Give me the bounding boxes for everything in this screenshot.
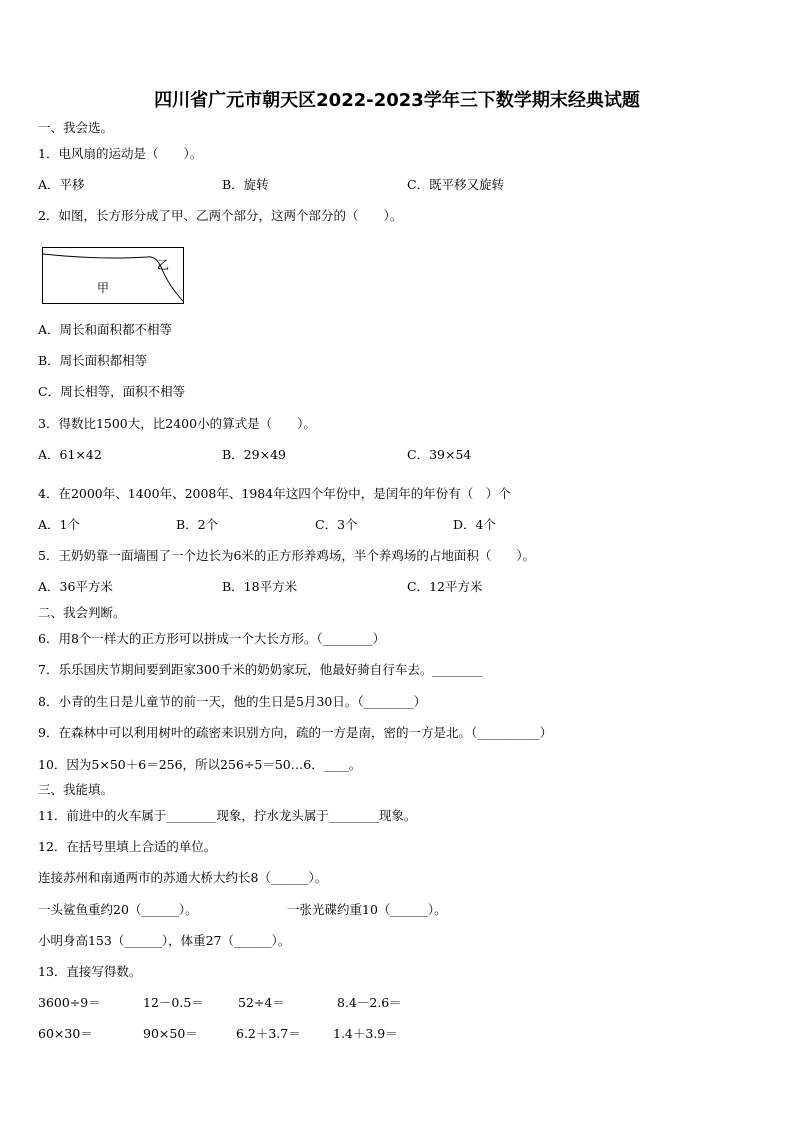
- section-heading-fill: 三、我能填。: [38, 782, 114, 797]
- q7-text: 7．乐乐国庆节期间要到距家300千米的奶奶家玩，他最好骑自行车去。________: [38, 662, 483, 677]
- q12-line-2b: 一张光碟约重10（______）。: [287, 902, 447, 917]
- q13-item: 8.4－2.6＝: [337, 995, 402, 1010]
- q4-stem: 4．在2000年、1400年、2008年、1984年这四个年份中，是闰年的年份有（ ）个: [38, 486, 511, 501]
- q13-item: 52÷4＝: [238, 995, 285, 1010]
- q13-item: 60×30＝: [38, 1026, 93, 1041]
- q3-option-a: A．61×42: [38, 447, 102, 462]
- q1-option-c: C．既平移又旋转: [407, 177, 505, 192]
- q12-line-1: 连接苏州和南通两市的苏通大桥大约长8（______）。: [38, 870, 328, 885]
- q4-option-b: B．2个: [176, 517, 219, 532]
- q13-item: 90×50＝: [143, 1026, 198, 1041]
- q12-line-3: 小明身高153（______），体重27（______）。: [38, 933, 291, 948]
- page-title: 四川省广元市朝天区2022-2023学年三下数学期末经典试题: [154, 90, 640, 111]
- figure-label-yi: 乙: [157, 258, 170, 272]
- section-heading-judge: 二、我会判断。: [38, 605, 126, 620]
- q5-option-b: B．18平方米: [222, 579, 298, 594]
- q4-option-c: C．3个: [315, 517, 358, 532]
- q12-line-2a: 一头鲨鱼重约20（______）。: [38, 902, 198, 917]
- q13-item: 3600÷9＝: [38, 995, 101, 1010]
- q4-option-a: A．1个: [38, 517, 80, 532]
- q11-text: 11．前进中的火车属于________现象，拧水龙头属于________现象。: [38, 808, 417, 823]
- rectangle-figure: [42, 247, 184, 304]
- section-heading-choice: 一、我会选。: [38, 120, 114, 135]
- q4-option-d: D．4个: [453, 517, 496, 532]
- q3-stem: 3．得数比1500大，比2400小的算式是（ ）。: [38, 416, 316, 431]
- q1-option-b: B．旋转: [222, 177, 269, 192]
- q12-stem: 12．在括号里填上合适的单位。: [38, 839, 217, 854]
- q2-option-a: A．周长和面积都不相等: [38, 322, 173, 337]
- q6-text: 6．用8个一样大的正方形可以拼成一个大长方形。（________）: [38, 631, 386, 646]
- q13-stem: 13．直接写得数。: [38, 964, 142, 979]
- q1-option-a: A．平移: [38, 177, 85, 192]
- q13-item: 12－0.5＝: [143, 995, 204, 1010]
- q5-option-a: A．36平方米: [38, 579, 113, 594]
- q3-option-b: B．29×49: [222, 447, 286, 462]
- q5-option-c: C．12平方米: [407, 579, 483, 594]
- q13-item: 6.2＋3.7＝: [236, 1026, 301, 1041]
- q10-text: 10．因为5×50＋6＝256，所以256÷5＝50…6．____。: [38, 757, 362, 772]
- q2-option-c: C．周长相等，面积不相等: [38, 384, 186, 399]
- q2-stem: 2．如图，长方形分成了甲、乙两个部分，这两个部分的（ ）。: [38, 208, 403, 223]
- q13-item: 1.4＋3.9＝: [333, 1026, 398, 1041]
- q5-stem: 5．王奶奶靠一面墙围了一个边长为6米的正方形养鸡场，半个养鸡场的占地面积（ ）。: [38, 548, 536, 563]
- q8-text: 8．小青的生日是儿童节的前一天，他的生日是5月30日。（________）: [38, 694, 427, 709]
- q3-option-c: C．39×54: [407, 447, 472, 462]
- q9-text: 9．在森林中可以利用树叶的疏密来识别方向，疏的一方是南，密的一方是北。（__________）: [38, 725, 553, 740]
- q1-stem: 1．电风扇的运动是（ ）。: [38, 146, 203, 161]
- figure-label-jia: 甲: [97, 281, 110, 295]
- q2-option-b: B．周长面积都相等: [38, 353, 148, 368]
